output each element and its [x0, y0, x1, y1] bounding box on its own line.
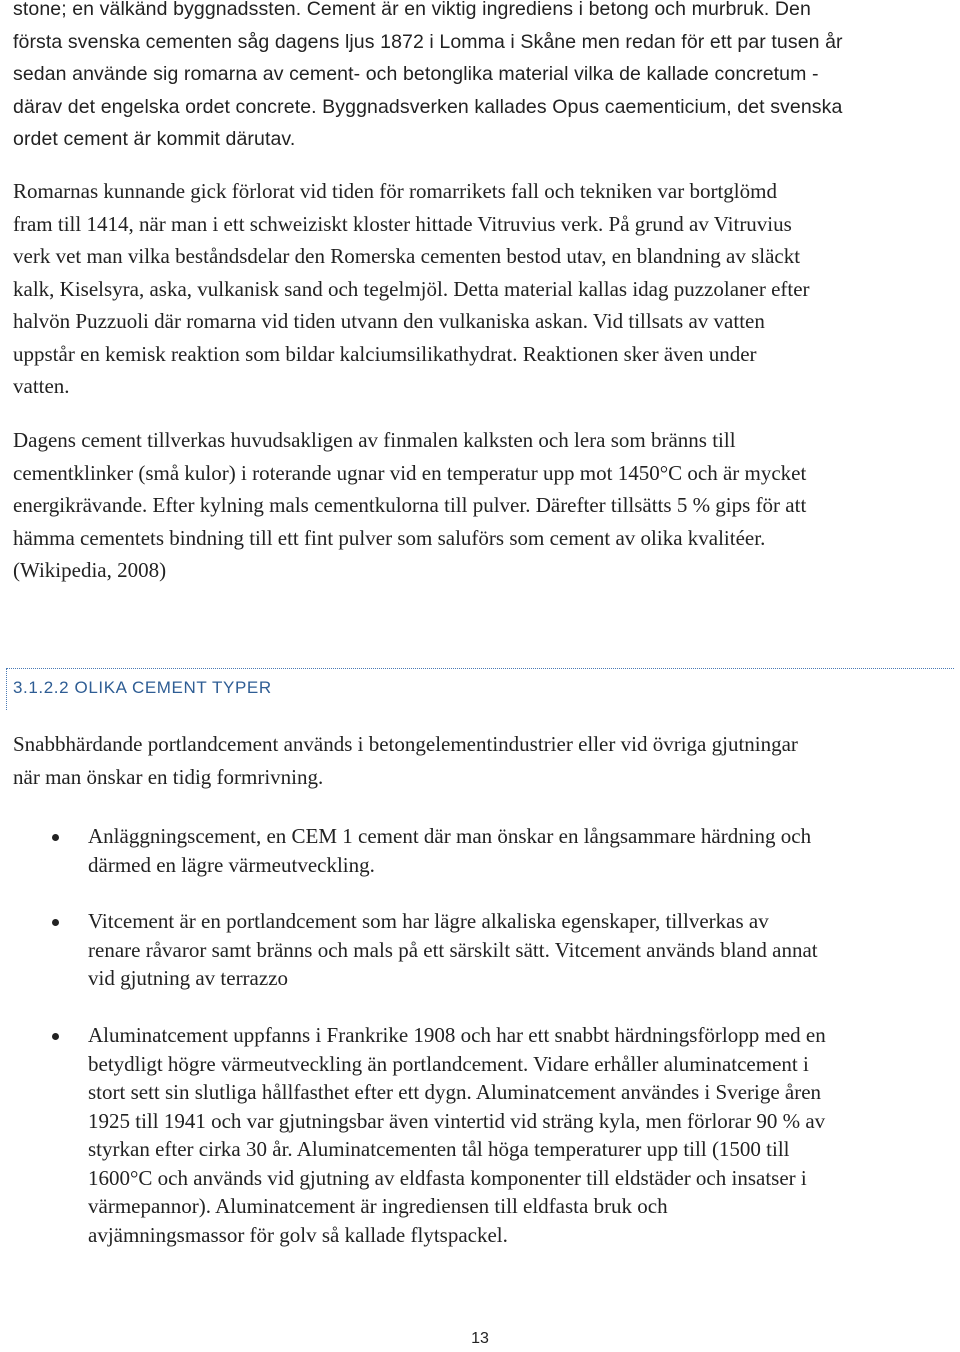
bullet-icon — [52, 834, 59, 841]
text-line: därav det engelska ordet concrete. Byggnadsverken kallades Opus caementicium, det svenska — [13, 95, 843, 118]
text-line: cementklinker (små kulor) i roterande ugnar vid en temperatur upp mot 1450°C och är mycket — [13, 460, 807, 485]
page-number: 13 — [471, 1330, 489, 1347]
text-line: Anläggningscement, en CEM 1 cement där man önskar en långsammare härdning och — [88, 824, 812, 848]
list-item-text — [88, 907, 954, 993]
text-line: energikrävande. Efter kylning mals cementkulorna till pulver. Därefter tillsätts 5 % gips för att — [13, 493, 807, 517]
text-line: Aluminatcement uppfanns i Frankrike 1908 och har ett snabbt härdningsförlopp med en — [88, 1023, 826, 1047]
text-line: sedan använde sig romarna av cement- och betonglika material vilka de kallade concretum - — [13, 63, 819, 85]
list-item-text — [88, 822, 954, 879]
text-line: Snabbhärdande portlandcement används i betongelementindustrier eller vid övriga gjutningar — [13, 732, 798, 756]
text-line: avjämningsmassor för golv så kallade flytspackel. — [88, 1222, 508, 1247]
text-line: renare råvaror samt bränns och mals på ett särskilt sätt. Vitcement används bland annat — [88, 937, 818, 962]
text-line: stone; en välkänd byggnadssten. Cement är en viktig ingrediens i betong och murbruk. Den — [13, 0, 811, 20]
list-item-text — [88, 1021, 954, 1249]
text-line: 1600°C och används vid gjutning av eldfasta komponenter till eldstäder och insatser i — [88, 1165, 807, 1190]
text-line: uppstår en kemisk reaktion som bildar kalciumsilikathydrat. Reaktionen sker även under — [13, 341, 757, 366]
bullet-icon — [52, 919, 59, 926]
text-line: när man önskar en tidig formrivning. — [13, 764, 324, 789]
bullet-icon — [52, 1033, 59, 1040]
text-line: vid gjutning av terrazzo — [88, 966, 289, 990]
text-line: ordet cement är kommit därutav. — [13, 128, 296, 150]
heading-top-rule — [6, 668, 954, 669]
paragraph-rapid-hardening — [13, 728, 953, 793]
text-line: därmed en lägre värmeutveckling. — [88, 852, 375, 877]
text-line: värmepannor). Aluminatcement är ingrediensen till eldfasta bruk och — [88, 1194, 668, 1218]
text-line: betydligt högre värmeutveckling än portlandcement. Vidare erhåller aluminatcement i — [88, 1051, 809, 1076]
text-line: verk vet man vilka beståndsdelar den Romerska cementen bestod utav, en blandning av släckt — [13, 244, 801, 268]
text-line: kalk, Kiselsyra, aska, vulkanisk sand och tegelmjöl. Detta material kallas idag puzzolaner efter — [13, 276, 810, 301]
text-line: Romarnas kunnande gick förlorat vid tiden för romarrikets fall och tekniken var bortglömd — [13, 179, 777, 203]
text-line: styrkan efter cirka 30 år. Aluminatcementen tål höga temperaturer upp till (1500 till — [88, 1137, 790, 1161]
text-line: Vitcement är en portlandcement som har lägre alkaliska egenskaper, tillverkas av — [88, 909, 769, 933]
heading-left-rule — [6, 668, 7, 710]
text-line: stort sett sin slutliga hållfasthet efter ett dygn. Aluminatcement användes i Sverige åren — [88, 1080, 822, 1104]
text-line: fram till 1414, när man i ett schweiziskt kloster hittade Vitruvius verk. På grund av Vitruvius — [13, 211, 792, 236]
text-line: (Wikipedia, 2008) — [13, 558, 167, 582]
text-line: hämma cementets bindning till ett fint pulver som saluförs som cement av olika kvalitéer. — [13, 525, 766, 550]
section-heading: 3.1.2.2 OLIKA CEMENT TYPER — [13, 678, 272, 697]
text-line: första svenska cementen såg dagens ljus 1872 i Lomma i Skåne men redan för ett par tusen år — [13, 30, 843, 53]
paragraph-roman-concrete — [13, 0, 953, 156]
text-line: halvön Puzzuoli där romarna vid tiden utvann den vulkaniska askan. Vid tillsats av vatten — [13, 309, 765, 333]
paragraph-vitruvius — [13, 175, 953, 403]
text-line: 1925 till 1941 och var gjutningsbar även vintertid vid sträng kyla, men förlorar 90 % av — [88, 1108, 826, 1133]
text-line: vatten. — [13, 374, 70, 398]
paragraph-modern-cement — [13, 424, 953, 587]
text-line: Dagens cement tillverkas huvudsakligen av finmalen kalksten och lera som bränns till — [13, 428, 736, 452]
